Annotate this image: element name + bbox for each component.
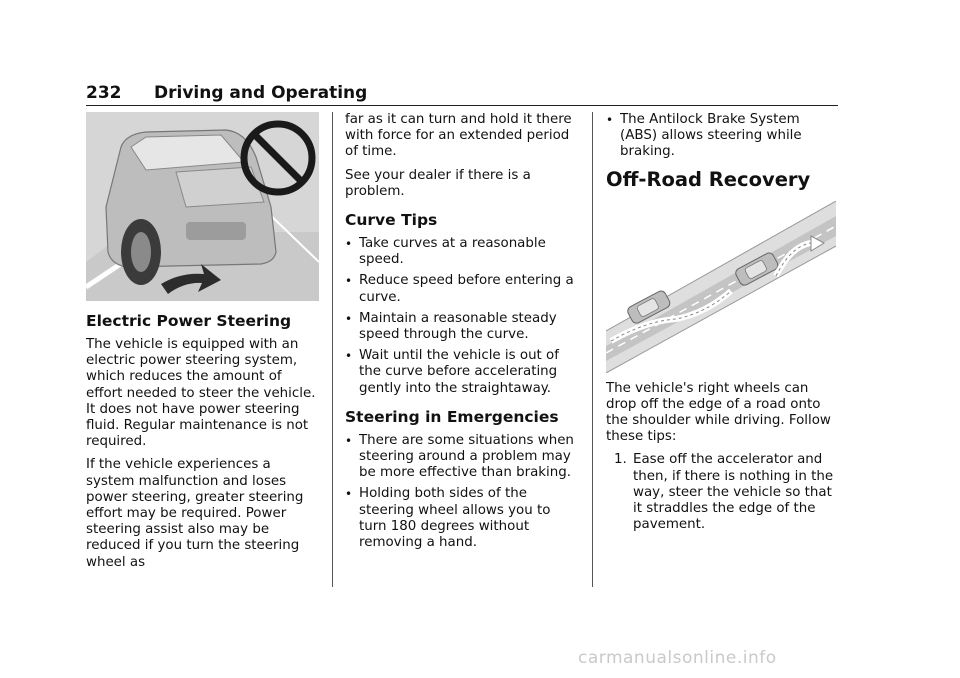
- list-item: 1. Ease off the accelerator and then, if there is nothing in the way, steer the vehicle so that it straddles the edge of the pavement.: [614, 452, 834, 533]
- step-number: 1.: [614, 452, 627, 468]
- list-item: • Maintain a reasonable steady speed through the curve.: [345, 310, 557, 343]
- road-illustration: [606, 201, 836, 373]
- page-header: [86, 83, 838, 106]
- off-road-recovery-heading: Off-Road Recovery: [606, 167, 811, 191]
- electric-power-steering-heading: Electric Power Steering: [86, 312, 292, 330]
- paragraph: The vehicle is equipped with an electric power steering system, which reduces the amount of effort needed to steer the vehicle. It does not have power steering fluid. Regular maintenance is not required.: [86, 337, 316, 450]
- section-title: Driving and Operating: [154, 83, 368, 103]
- list-item: • There are some situations when steering around a problem may be more effective than braking.: [345, 432, 574, 481]
- column-1: [86, 112, 322, 578]
- list-item: • Reduce speed before entering a curve.: [345, 273, 574, 305]
- recovery-steps: [606, 452, 838, 533]
- watermark: carmanualsonline.info: [578, 648, 777, 668]
- bullet-icon: •: [345, 237, 353, 252]
- curve-tips-heading: Curve Tips: [345, 211, 438, 230]
- bullet-icon: •: [345, 487, 353, 502]
- car-illustration: [86, 112, 319, 301]
- list-item: • Wait until the vehicle is out of the curve before accelerating gently into the straightaway.: [345, 348, 559, 396]
- list-item: • Take curves at a reasonable speed.: [345, 236, 546, 268]
- column-2: [345, 112, 581, 557]
- paragraph: See your dealer if there is a problem.: [345, 167, 531, 199]
- bullet-icon: •: [345, 433, 353, 448]
- curve-tips-list: [345, 236, 581, 397]
- column-3: [606, 112, 838, 533]
- steering-emergencies-heading: Steering in Emergencies: [345, 407, 559, 426]
- column-divider: [332, 112, 333, 587]
- bullet-icon: •: [345, 274, 353, 289]
- off-road-recovery-figure: [606, 201, 836, 373]
- paragraph: The vehicle's right wheels can drop off the edge of a road onto the shoulder while driving. Follow these tips:: [606, 380, 831, 445]
- paragraph: If the vehicle experiences a system malfunction and loses power steering, greater steering effort may be required. Power steering assist also may be reduced if you turn the steering wheel as: [86, 457, 304, 570]
- bullet-icon: •: [606, 113, 614, 127]
- column-divider: [592, 112, 593, 587]
- list-item: • Holding both sides of the steering wheel allows you to turn 180 degrees without removing a hand.: [345, 486, 551, 551]
- abs-list: [606, 112, 838, 161]
- bullet-icon: •: [345, 349, 353, 364]
- list-item: • The Antilock Brake System (ABS) allows steering while braking.: [606, 112, 802, 160]
- car-no-steer-figure: [86, 112, 319, 301]
- emergencies-list: [345, 433, 581, 551]
- paragraph: far as it can turn and hold it there with force for an extended period of time.: [345, 112, 572, 160]
- bullet-icon: •: [345, 311, 353, 326]
- page-number: 232: [86, 83, 122, 103]
